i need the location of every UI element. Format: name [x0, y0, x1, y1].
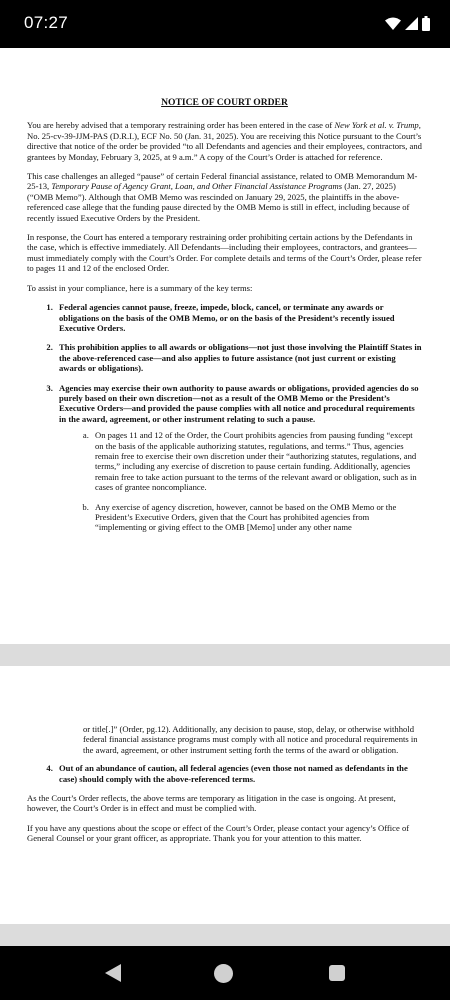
key-terms-list-continued — [27, 763, 422, 784]
term-4: 4. Out of an abundance of caution, all federal agencies (even those not named as defendants in the case) should comply with the above-referenced terms. — [55, 763, 422, 784]
navigation-bar — [0, 946, 450, 1000]
document-page-2 — [0, 666, 450, 924]
paragraph-background: This case challenges an alleged “pause” of certain Federal financial assistance, related to OMB Memorandum M-25-13, Temporary Pause of Agency Grant, Loan, and Other Financial Assistance Programs (Jan. 27, 2025) (“OMB Memo”). Although that OMB Memo was rescinded on January 29, 2025, the plaintiffs in the above-referenced case allege that the funding pause directed by the OMB Memo is still in effect, including because of recently issued Executive Orders by the President. — [27, 171, 418, 223]
subterm-b: b. Any exercise of agency discretion, however, cannot be based on the OMB Memo or the President’s Executive Orders, given that the Court has prohibited agencies from “implementing or giving effect to the OMB [Memo] under any other name — [91, 502, 422, 533]
document-title: NOTICE OF COURT ORDER — [161, 97, 288, 108]
back-icon[interactable] — [105, 964, 121, 982]
home-icon[interactable] — [214, 964, 233, 983]
term-3-subterms — [59, 430, 422, 533]
paragraph-response: In response, the Court has entered a temporary restraining order prohibiting certain actions by the Defendants in the case, which is effective immediately. All Defendants—including their employees, contractors, and grantees—must immediately comply with the Court’s Order. For complete details and terms of the Court’s Order, please refer to pages 11 and 12 of the enclosed Order. — [27, 232, 422, 274]
paragraph-temporary: As the Court’s Order reflects, the above terms are temporary as litigation in the case is ongoing. At present, however, the Court’s Order is in effect and must be complied with. — [27, 793, 396, 814]
document-page-1 — [0, 48, 450, 644]
paragraph-contact: If you have any questions about the scope or effect of the Court’s Order, please contact your agency’s Office of General Counsel or your grant officer, as appropriate. Thank you for your attention to this matter. — [27, 822, 410, 844]
battery-icon — [422, 16, 430, 31]
status-bar — [0, 0, 450, 48]
wifi-icon — [385, 17, 401, 30]
term-2: 2. This prohibition applies to all awards or obligations—not just those involving the Plaintiff States in the above-referenced case—and also applies to future assistance (not just current or existing awards or obligations). — [55, 342, 422, 373]
subterm-b-continuation: or title[.]” (Order, pg.12). Additionally, any decision to pause, stop, delay, or otherwise withhold federal financial assistance programs must comply with all notice and procedural requirements in the award, agreement, or other instrument setting forth the terms of the award or obligation. — [83, 724, 418, 755]
paragraph-summary-intro: To assist in your compliance, here is a summary of the key terms: — [27, 282, 253, 293]
term-1: 1. Federal agencies cannot pause, freeze, impede, block, cancel, or terminate any awards or obligations on the basis of the OMB Memo, or on the basis of the President’s recently issued Executive Orders. — [55, 302, 422, 333]
status-time: 07:27 — [24, 13, 69, 32]
signal-icon — [405, 17, 418, 30]
paragraph-intro: You are hereby advised that a temporary restraining order has been entered in the case of New York et al. v. Trump, No. 25-cv-39-JJM-PAS (D.R.I.), ECF No. 50 (Jan. 31, 2025). You are receiving this Notice pursuant to the Court’s directive that notice of the order be provided “to all Defendants and agencies and their employees, contractors, and grantees by Monday, February 3, 2025, at 9 a.m.” A copy of the Court’s Order is attached for reference. — [27, 120, 422, 162]
case-name: New York et al. v. Trump — [334, 120, 419, 131]
status-icons — [385, 16, 430, 31]
key-terms-list — [27, 302, 422, 533]
term-3: 3. Agencies may exercise their own authority to pause awards or obligations, provided agencies do so purely based on their own discretion—not as a result of the OMB Memo or the President’s Executive Orders—and provided the pause complies with all notice and procedural requirements in the award, agreement, or other instrument relating to such a pause. a. On pages 11 and 12 of the Order, the Court prohibits agencies from pausing funding “except on the basis of the applicable authorizing statutes, regulations, and terms.” Thus, agencies remain free to exercise their own discretion under their “authorizing statutes, regulations, and terms,” including any exercise of discretion to pause certain funding. Additionally, agencies remain free to take action pursuant to the terms of the relevant award or obligation, such as in cases of grantee noncompliance. b. Any exercise of agency discretion, however, cannot be based on the OMB Memo or the President’s Executive Orders, given that the Court has prohibited agencies from “implementing or giving effect to the OMB [Memo] under any other name — [55, 383, 422, 533]
memo-title: Temporary Pause of Agency Grant, Loan, and Other Financial Assistance Programs — [51, 181, 343, 192]
recents-icon[interactable] — [329, 965, 345, 981]
subterm-a: a. On pages 11 and 12 of the Order, the Court prohibits agencies from pausing funding “except on the basis of the applicable authorizing statutes, regulations, and terms.” Thus, agencies remain free to exercise their own discretion under their “authorizing statutes, regulations, and terms,” including any exercise of discretion to pause certain funding. Additionally, agencies remain free to take action pursuant to the terms of the relevant award or obligation, such as in cases of grantee noncompliance. — [91, 430, 422, 492]
